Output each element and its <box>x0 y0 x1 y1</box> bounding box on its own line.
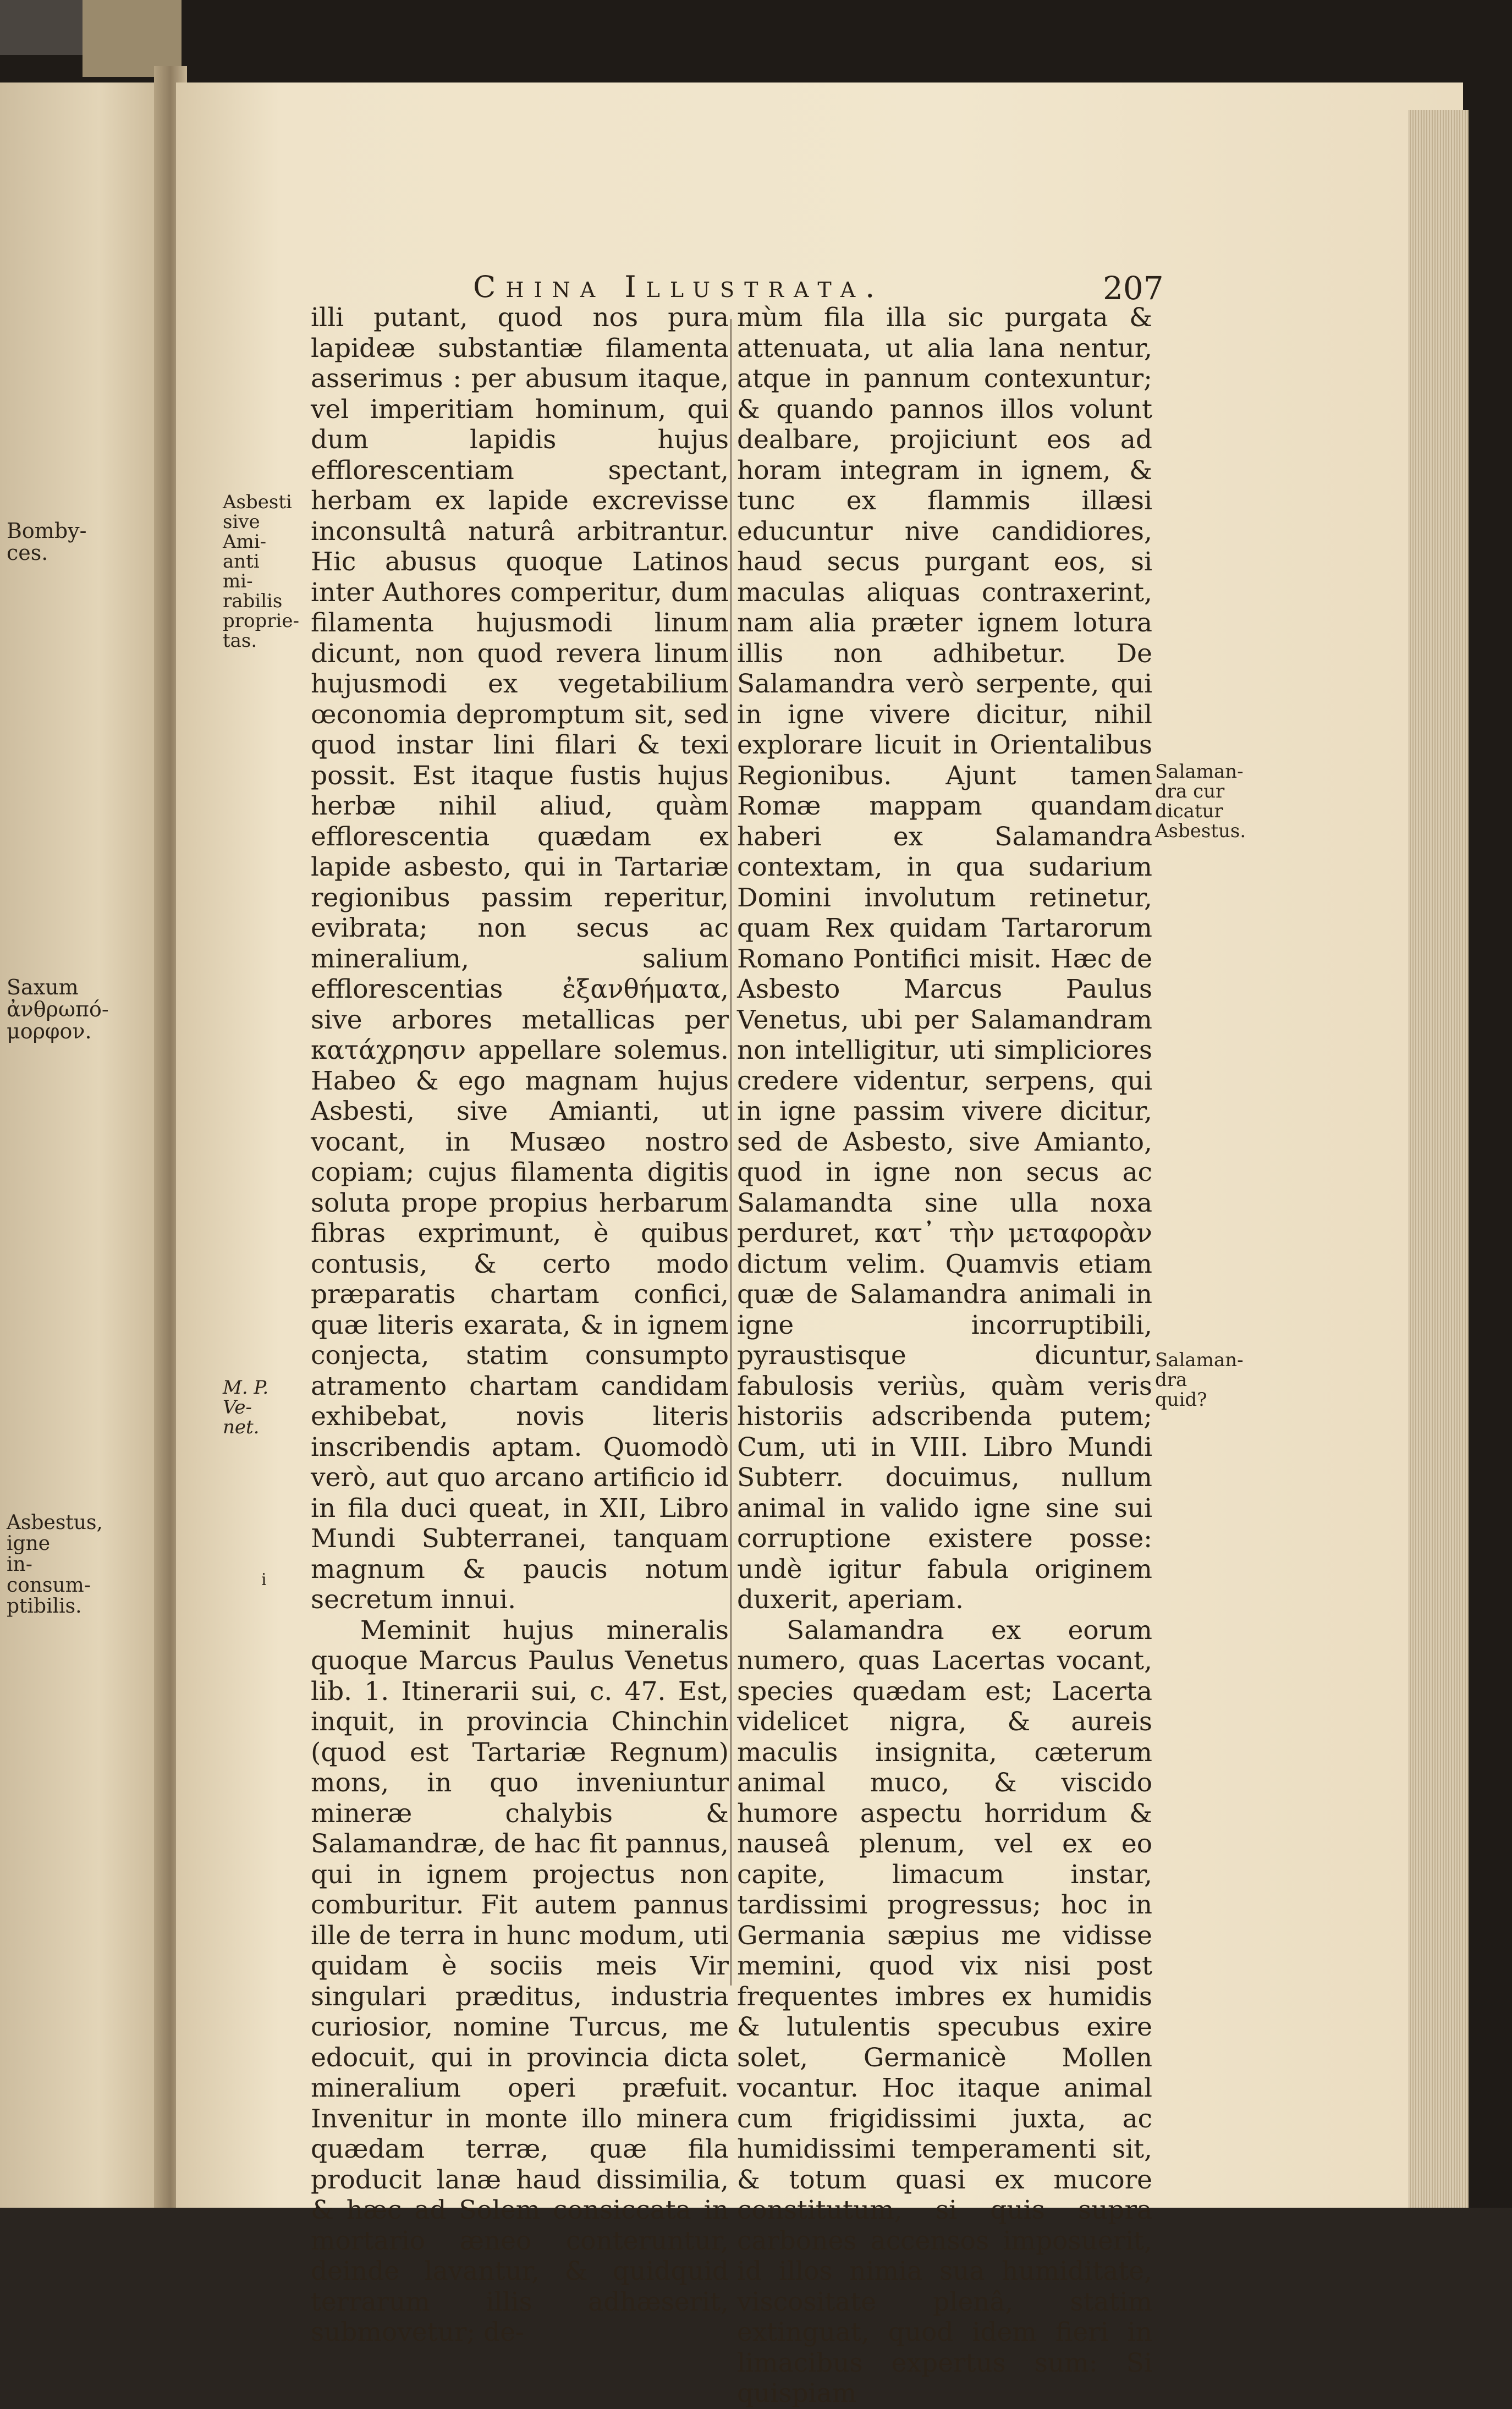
page-edges <box>1408 110 1469 2208</box>
page-number: 207 <box>1103 270 1164 307</box>
scan-edge <box>83 0 182 77</box>
left-margin-note-bombyces: Bomby- ces. <box>7 519 87 565</box>
column-rule <box>730 319 732 1986</box>
marginal-note-mp-venet: M. P. Ve- net. <box>223 1377 269 1438</box>
paragraph: illi putant, quod nos pura lapideæ substantiæ filamenta asserimus : per abusum itaque, vel imperitiam hominum, qui dum lapidis hujus efflorescentiam spectant, herbam ex lapide excrevisse inconsultâ naturâ arbitrantur. Hic abusus quoque Latinos inter Authores comperitur, dum filamenta hujusmodi linum dicunt, non quod revera linum hujusmodi ex vegetabilium œconomia depromptum sit, sed quod instar lini filari & texi possit. Est itaque fustis hujus herbæ nihil aliud, quàm efflorescentia quædam ex lapide asbesto, qui in Tartariæ regionibus passim reperitur, evibrata; non secus ac mineralium, salium efflorescentias ἐξανθήματα, sive arbores metallicas per κατάχρησιν appellare solemus. Habeo & ego magnam hujus Asbesti, sive Amianti, ut vocant, in Musæo nostro copiam; cujus filamenta digitis soluta prope propius herbarum fibras exprimunt, è quibus contusis, & certo modo præparatis chartam confici, quæ literis exarata, & in ignem conjecta, statim consumpto atramento chartam candidam exhibebat, novis literis inscribendis aptam. Quomodò verò, aut quo arcano artificio id in fila duci queat, in XII, Libro Mundi Subterranei, tanquam magnum & paucis notum secretum innui. <box>311 302 729 1615</box>
left-margin-note-saxum: Saxum ἀνθρωπό- μορφον. <box>7 975 109 1043</box>
stray-mark: ⅰ <box>261 1570 267 1590</box>
paragraph: Meminit hujus mineralis quoque Marcus Paulus Venetus lib. 1. Itinerarii sui, c. 47. Est, inquit, in provincia Chinchin (quod est Tartariæ Regnum) mons, in quo inveniuntur mineræ chalybis & Salamandræ, de hac fit pannus, qui in ignem projectus non comburitur. Fit autem pannus ille de terra in hunc modum, uti quidam è sociis meis Vir singulari præditus, industria curiosior, nomine Turcus, me edocuit, qui in provincia dicta mineralium operi præfuit. Invenitur in monte illo minera quædam terræ, quæ fila producit lanæ haud dissimilia, & hæc ad Solem consiccata in mortario æneo conteruntur, deinde lavantur, & quidquid terrarum illis adhæserit, submovetur; de- <box>311 1615 729 2347</box>
paragraph: mùm fila illa sic purgata & attenuata, ut alia lana nentur, atque in pannum contexuntur; & quando pannos illos volunt dealbare, projiciunt eos ad horam integram in ignem, & tunc ex flammis illæsi educuntur nive candidiores, haud secus purgant eos, si maculas aliquas contraxerint, nam alia præter ignem lotura illis non adhibetur. De Salamandra verò serpente, qui in igne vivere dicitur, nihil explorare licuit in Orientalibus Regionibus. Ajunt tamen Romæ mappam quandam haberi ex Salamandra contextam, in qua sudarium Domini involutum retinetur, quam Rex quidam Tartarorum Romano Pontifici misit. Hæc de Asbesto Marcus Paulus Venetus, ubi per Salamandram non intelligitur, uti simpliciores credere videntur, serpens, qui in igne passim vivere dicitur, sed de Asbesto, sive Amianto, quod in igne non secus ac Salamandta sine ulla noxa perduret, κατ᾽ τὴν μεταφορὰν dictum velim. Quamvis etiam quæ de Salamandra animali in igne incorruptibili, pyraustisque dicuntur, fabulosis veriùs, quàm veris historiis adscribenda putem; Cum, uti in VIII. Libro Mundi Subterr. docuimus, nullum animal in valido igne sine sui corruptione existere posse: undè igitur fabula originem duxerit, aperiam. <box>737 302 1152 1615</box>
left-page <box>0 82 165 2208</box>
text-column-right <box>737 302 1152 2409</box>
marginal-note-salamandra-cur: Salaman- dra cur dicatur Asbestus. <box>1155 761 1246 842</box>
running-title: China Illustrata. <box>473 270 885 304</box>
marginal-note-salamandra-quid: Salaman- dra quid? <box>1155 1349 1244 1411</box>
marginal-note-asbesti: Asbesti sive Ami- anti mi- rabilis proprie- tas. <box>223 491 299 652</box>
text-column-left <box>311 302 729 2348</box>
left-margin-note-asbestus: Asbestus, igne in- consum- ptibilis. <box>7 1511 103 1618</box>
scan-clip <box>0 0 83 55</box>
paragraph: Salamandra ex eorum numero, quas Lacertas vocant, species quædam est; Lacerta videlicet nigra, & aureis maculis insignita, cæterum animal muco, & viscido humore aspectu horridum & nauseâ plenum, vel ex eo capite, limacum instar, tardissimi progressus; hoc in Germania sæpius me vidisse memini, quod vix nisi post frequentes imbres ex humidis & lutulentis specubus exire solet, Germanicè Mollen vocantur. Hoc itaque animal cum frigidissimi juxta, ac humidissimi temperamenti sit, & totum quasi ex mucore constitutum, si quis supra carbones accensos imposuerit, id illos nimia sua humiditate, viscositate plenâ, statim extinguat, quod idem fieri in limacibus expertus sum: Si quispiam <box>737 1615 1152 2408</box>
